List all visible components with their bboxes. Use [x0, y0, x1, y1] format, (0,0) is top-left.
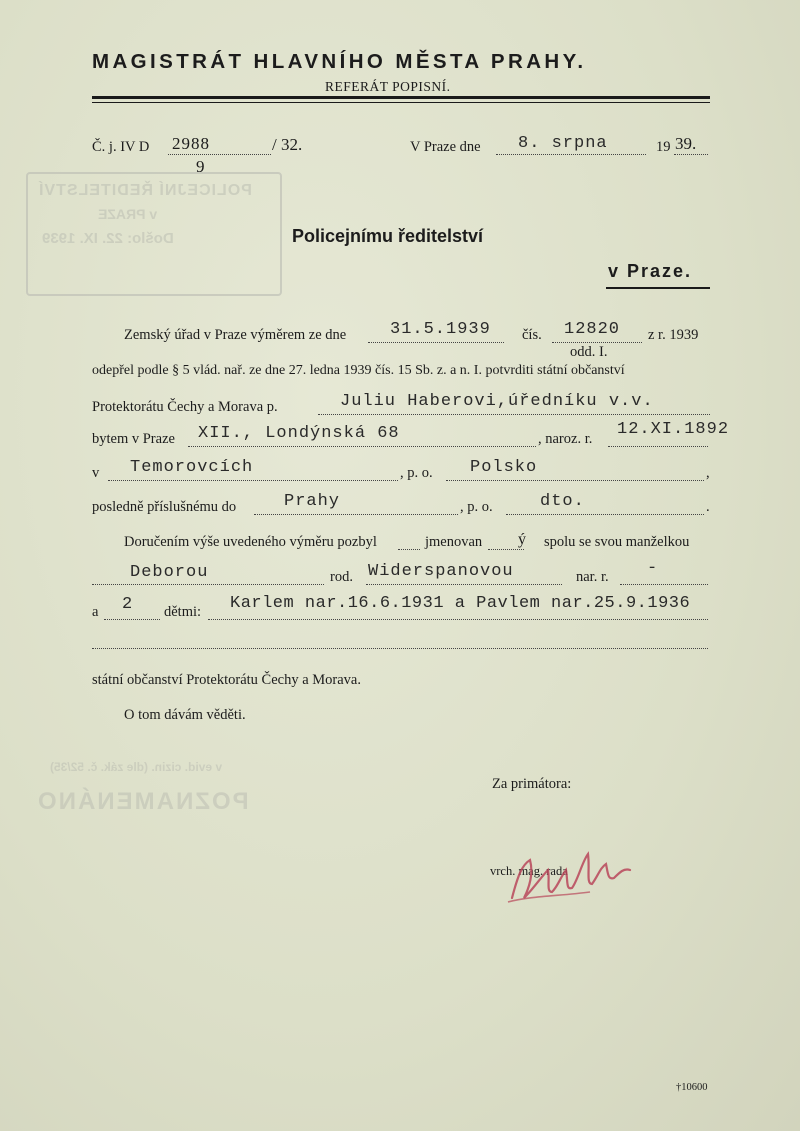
ref-number-dots [168, 154, 271, 155]
signature-for: Za primátora: [492, 776, 572, 792]
police-stamp [26, 172, 282, 296]
line4-born: 12.XI.1892 [617, 420, 730, 439]
line8-maiden-dots [366, 584, 562, 585]
line2-text: odepřel podle § 5 vlád. nař. ze dne 27. ledna 1939 čís. 15 Sb. z. a n. I. potvrditi státní občanství [92, 363, 625, 378]
stamp-line-4: POZNAMENÁNO [36, 788, 249, 815]
stamp-line-3: Došlo: 22. IX. 1939 [42, 230, 174, 247]
line8-wife-dots [92, 584, 324, 585]
line7-dots-b [488, 549, 524, 550]
line1-num: 12820 [564, 320, 621, 339]
addressee-line-2: v Praze. [608, 261, 693, 281]
year-label: 19 [656, 139, 671, 155]
line6-text-c: . [706, 499, 710, 515]
ref-prefix: Č. j. IV D [92, 139, 150, 155]
ref-suffix: / 32. [272, 135, 303, 154]
line9-num-dots [104, 619, 160, 620]
ref-sub: 9 [196, 157, 205, 176]
line8-born-dots [620, 584, 708, 585]
line8-maiden: Widerspanovou [368, 562, 514, 581]
stamp-line-5: v evid. cizin. (dle zák. č. 52/35) [50, 760, 223, 774]
line9-num: 2 [122, 595, 134, 614]
line8-wife: Deborou [130, 563, 209, 582]
line7-dots-a [398, 549, 420, 550]
line1-odd: odd. I. [570, 344, 608, 360]
registration-stamp [30, 750, 280, 840]
line7-text-b: jmenovan [425, 534, 483, 550]
line3-dots [318, 414, 710, 415]
line1-date: 31.5.1939 [390, 320, 491, 339]
blank-dotted-line [92, 648, 708, 649]
line1-num-dots [552, 342, 642, 343]
header-rule-thick [92, 96, 710, 99]
line5-text-c: , [706, 465, 710, 481]
line6-town: Prahy [284, 492, 341, 511]
line7-text-c: spolu se svou manželkou [544, 534, 690, 550]
line5-text-b: , p. o. [400, 465, 433, 481]
year-dots [674, 154, 708, 155]
line7-text-a: Doručením výše uvedeného výměru pozbyl [124, 534, 377, 550]
line5-country-dots [446, 480, 704, 481]
signature-title: vrch. mag. rada [490, 864, 568, 878]
line1-text-b: čís. [522, 327, 542, 343]
line4-address: XII., Londýnská 68 [198, 424, 400, 443]
line9-text-b: dětmi: [164, 604, 202, 620]
line1-text-c: z r. 1939 [648, 327, 699, 343]
place-label: V Praze dne [410, 139, 481, 155]
year-value: 39. [675, 134, 697, 153]
addressee-rule [606, 287, 710, 289]
handwritten-signature [500, 840, 640, 910]
line4-born-dots [608, 446, 708, 447]
line9-children: Karlem nar.16.6.1931 a Pavlem nar.25.9.1936 [230, 594, 691, 613]
date-dots [496, 154, 646, 155]
line5-country: Polsko [470, 458, 538, 477]
line8-dash: - [647, 559, 659, 578]
document-subtitle: REFERÁT POPISNÍ. [325, 79, 451, 94]
stamp-line-1: POLICEJNÍ ŘEDITELSTVÍ [38, 182, 252, 199]
document-title: MAGISTRÁT HLAVNÍHO MĚSTA PRAHY. [92, 50, 587, 73]
line3-name: Juliu Haberovi,úředníku v.v. [340, 392, 654, 411]
line6-text-b: , p. o. [460, 499, 493, 515]
header-rule-thin [92, 102, 710, 103]
line6-po: dto. [540, 492, 585, 511]
line11-text: O tom dávám věděti. [124, 707, 246, 723]
date-day: 8. srpna [518, 134, 608, 153]
addressee-line-1: Policejnímu ředitelství [292, 226, 484, 246]
line5-place: Temorovcích [130, 458, 254, 477]
line1-date-dots [368, 342, 504, 343]
line6-po-dots [506, 514, 704, 515]
line4-text-a: bytem v Praze [92, 431, 175, 447]
line7-suffix: ý [518, 531, 526, 548]
ref-number: 2988 [172, 134, 210, 153]
line9-text-a: a [92, 604, 99, 620]
footer-code: †10600 [676, 1082, 708, 1093]
line4-addr-dots [188, 446, 536, 447]
line6-text-a: posledně příslušnému do [92, 499, 237, 515]
line1-text-a: Zemský úřad v Praze výměrem ze dne [124, 327, 347, 343]
line8-text-a: rod. [330, 569, 353, 585]
line4-text-b: , naroz. r. [538, 431, 593, 447]
line3-text-a: Protektorátu Čechy a Morava p. [92, 399, 278, 415]
line5-text-a: v [92, 465, 100, 481]
line6-town-dots [254, 514, 458, 515]
line9-children-dots [208, 619, 708, 620]
line5-place-dots [108, 480, 398, 481]
stamp-line-2: v PRAZE [98, 206, 158, 222]
line10-text: státní občanství Protektorátu Čechy a Morava. [92, 672, 361, 688]
line8-text-b: nar. r. [576, 569, 609, 585]
